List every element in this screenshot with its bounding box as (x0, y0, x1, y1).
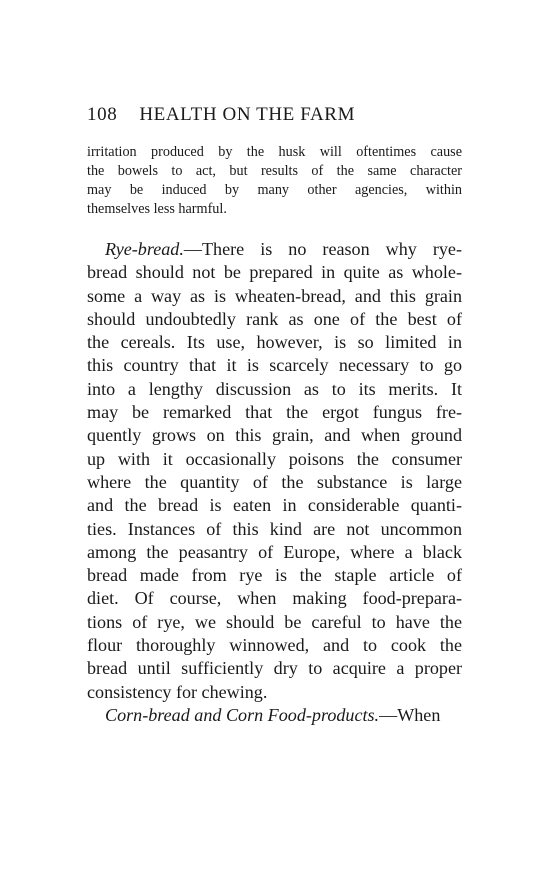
text-line: bread until sufficiently dry to acquire a proper (87, 658, 462, 679)
text-line: irritation produced by the husk will oftentimes cause (87, 144, 462, 160)
text-line: up with it occasionally poisons the consumer (87, 448, 462, 469)
text-line: and the bread is eaten in considerable quanti- (87, 495, 462, 516)
text-line: consistency for chewing. (87, 681, 268, 702)
text-line: tions of rye, we should be careful to have the (87, 611, 462, 632)
text-line: among the peasantry of Europe, where a black (87, 541, 462, 562)
running-title: HEALTH ON THE FARM (139, 104, 356, 125)
text-line: quently grows on this grain, and when ground (87, 425, 462, 446)
rye-first-line-text: —There is no reason why rye- (183, 239, 462, 259)
text-line: ties. Instances of this kind are not uncommon (87, 518, 462, 539)
text-line: diet. Of course, when making food-prepara- (87, 588, 462, 609)
corn-first-line-text: —When (379, 704, 441, 725)
text-line: the bowels to act, but results of the same character (87, 163, 462, 179)
page-header (87, 104, 462, 126)
rye-paragraph-first-line (87, 238, 462, 261)
text-line: bread made from rye is the staple article of (87, 565, 462, 586)
page-number: 108 (87, 104, 118, 125)
text-line: where the quantity of the substance is large (87, 471, 462, 492)
text-line: this country that it is scarcely necessary to go (87, 355, 462, 376)
corn-paragraph-first-line (87, 704, 462, 727)
text-line: the cereals. Its use, however, is so limited in (87, 332, 462, 353)
corn-heading: Corn-bread and Corn Food-products. (105, 704, 380, 725)
text-line: into a lengthy discussion as to its merits. It (87, 378, 462, 399)
text-line: some a way as is wheaten-bread, and this grain (87, 285, 462, 306)
rye-heading: Rye-bread. (105, 239, 184, 259)
text-line: may be remarked that the ergot fungus fre- (87, 402, 462, 423)
text-line: bread should not be prepared in quite as whole- (87, 262, 462, 283)
continuation-paragraph (87, 143, 462, 219)
text-line: themselves less harmful. (87, 201, 227, 217)
text-line: may be induced by many other agencies, within (87, 182, 462, 198)
text-line: should undoubtedly rank as one of the best of (87, 308, 462, 329)
text-line: flour thoroughly winnowed, and to cook the (87, 635, 462, 656)
main-text (87, 238, 462, 727)
